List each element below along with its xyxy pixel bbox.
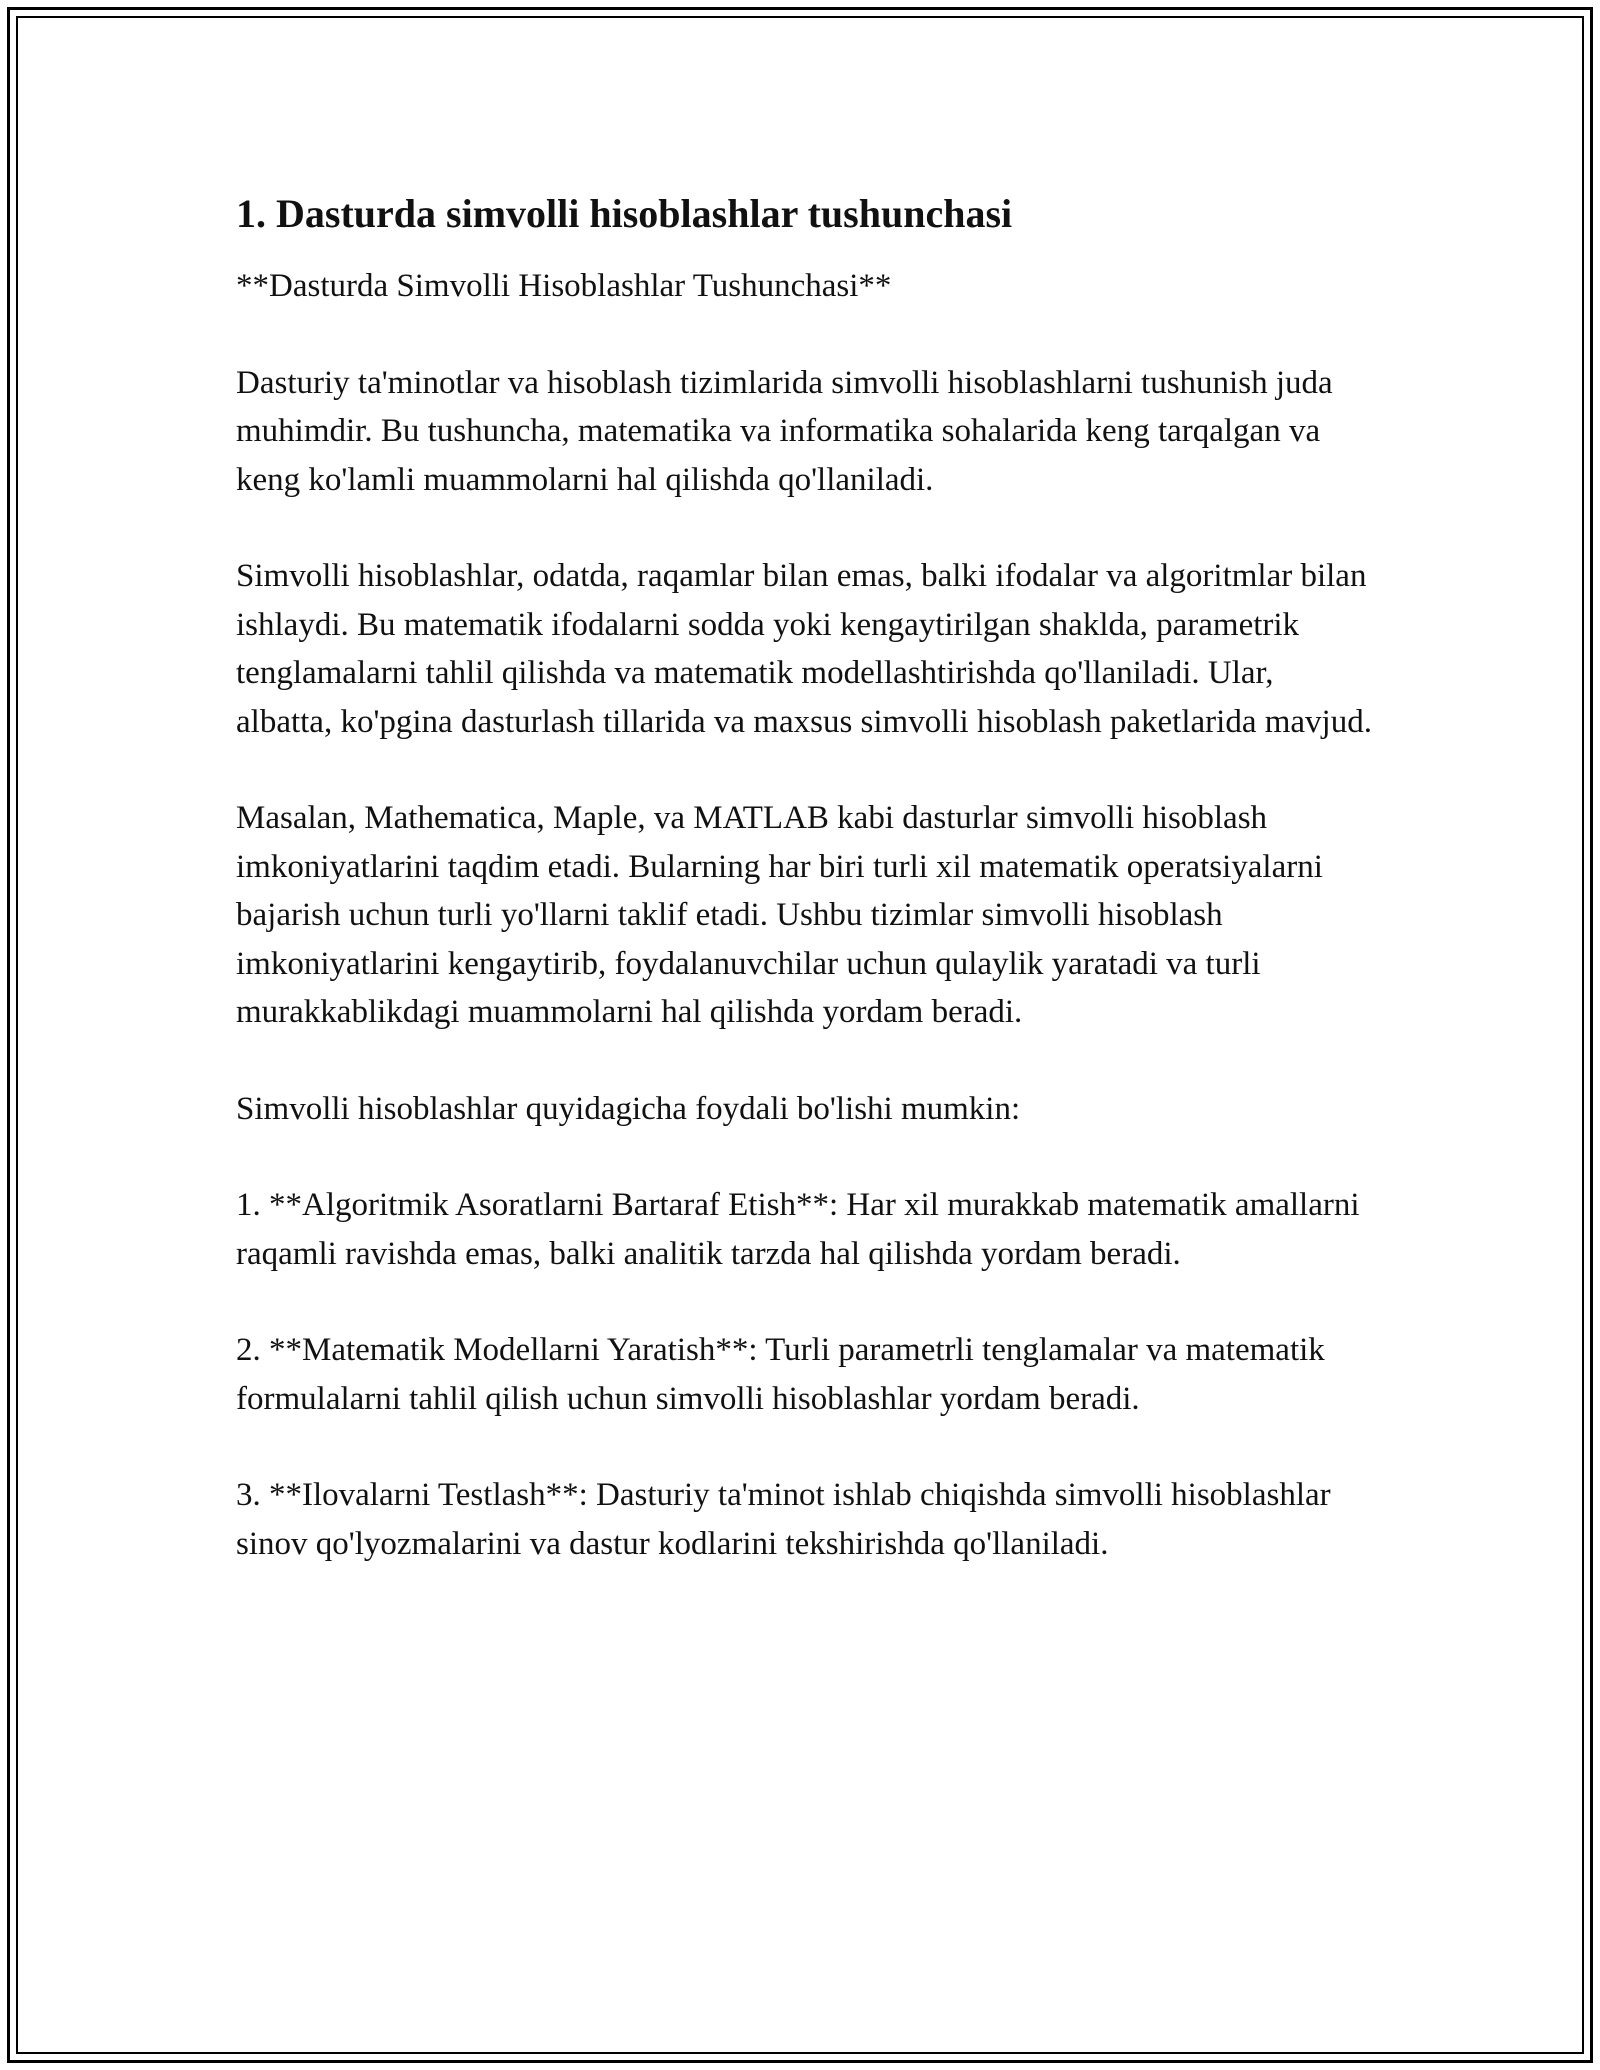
list-item-3: 3. **Ilovalarni Testlash**: Dasturiy ta'minot ishlab chiqishda simvolli hisoblashlar sinov qo'lyozmalarini va dastur kodlarini tekshirishda qo'llaniladi.: [236, 1477, 1331, 1562]
section-heading: 1. Dasturda simvolli hisoblashlar tushunchasi: [236, 191, 1013, 236]
paragraph-intro: Dasturiy ta'minotlar va hisoblash tizimlarida simvolli hisoblashlarni tushunish juda muhimdir. Bu tushuncha, matematika va informatika sohalarida keng tarqalgan va keng ko'lamli muammolarni hal qilishda qo'llaniladi.: [236, 364, 1333, 498]
paragraph-examples: Masalan, Mathematica, Maple, va MATLAB kabi dasturlar simvolli hisoblash imkoniyatlarini taqdim etadi. Bularning har biri turli xil matematik operatsiyalarni bajarish uchun turli yo'llarni taklif etadi. Ushbu tizimlar simvolli hisoblash imkoniyatlarini kengaytirib, foydalanuvchilar uchun qulaylik yaratadi va turli murakkablikdagi muammolarni hal qilishda yordam beradi.: [236, 800, 1323, 1030]
section-subtitle: **Dasturda Simvolli Hisoblashlar Tushunchasi**: [236, 268, 892, 304]
paragraph-definition: Simvolli hisoblashlar, odatda, raqamlar bilan emas, balki ifodalar va algoritmlar bilan ishlaydi. Bu matematik ifodalarni sodda yoki kengaytirilgan shaklda, parametrik tenglamalarni tahlil qilishda va matematik modellashtirishda qo'llaniladi. Ular, albatta, ko'pgina dasturlash tillarida va maxsus simvolli hisoblash paketlarida mavjud.: [236, 558, 1372, 740]
document-body: [236, 188, 1376, 1616]
paragraph-benefits-intro: Simvolli hisoblashlar quyidagicha foydali bo'lishi mumkin:: [236, 1090, 1021, 1127]
list-item-1: 1. **Algoritmik Asoratlarni Bartaraf Etish**: Har xil murakkab matematik amallarni raqamli ravishda emas, balki analitik tarzda hal qilishda yordam beradi.: [236, 1187, 1360, 1272]
list-item-2: 2. **Matematik Modellarni Yaratish**: Turli parametrli tenglamalar va matematik formulalarni tahlil qilish uchun simvolli hisoblashlar yordam beradi.: [236, 1332, 1325, 1417]
